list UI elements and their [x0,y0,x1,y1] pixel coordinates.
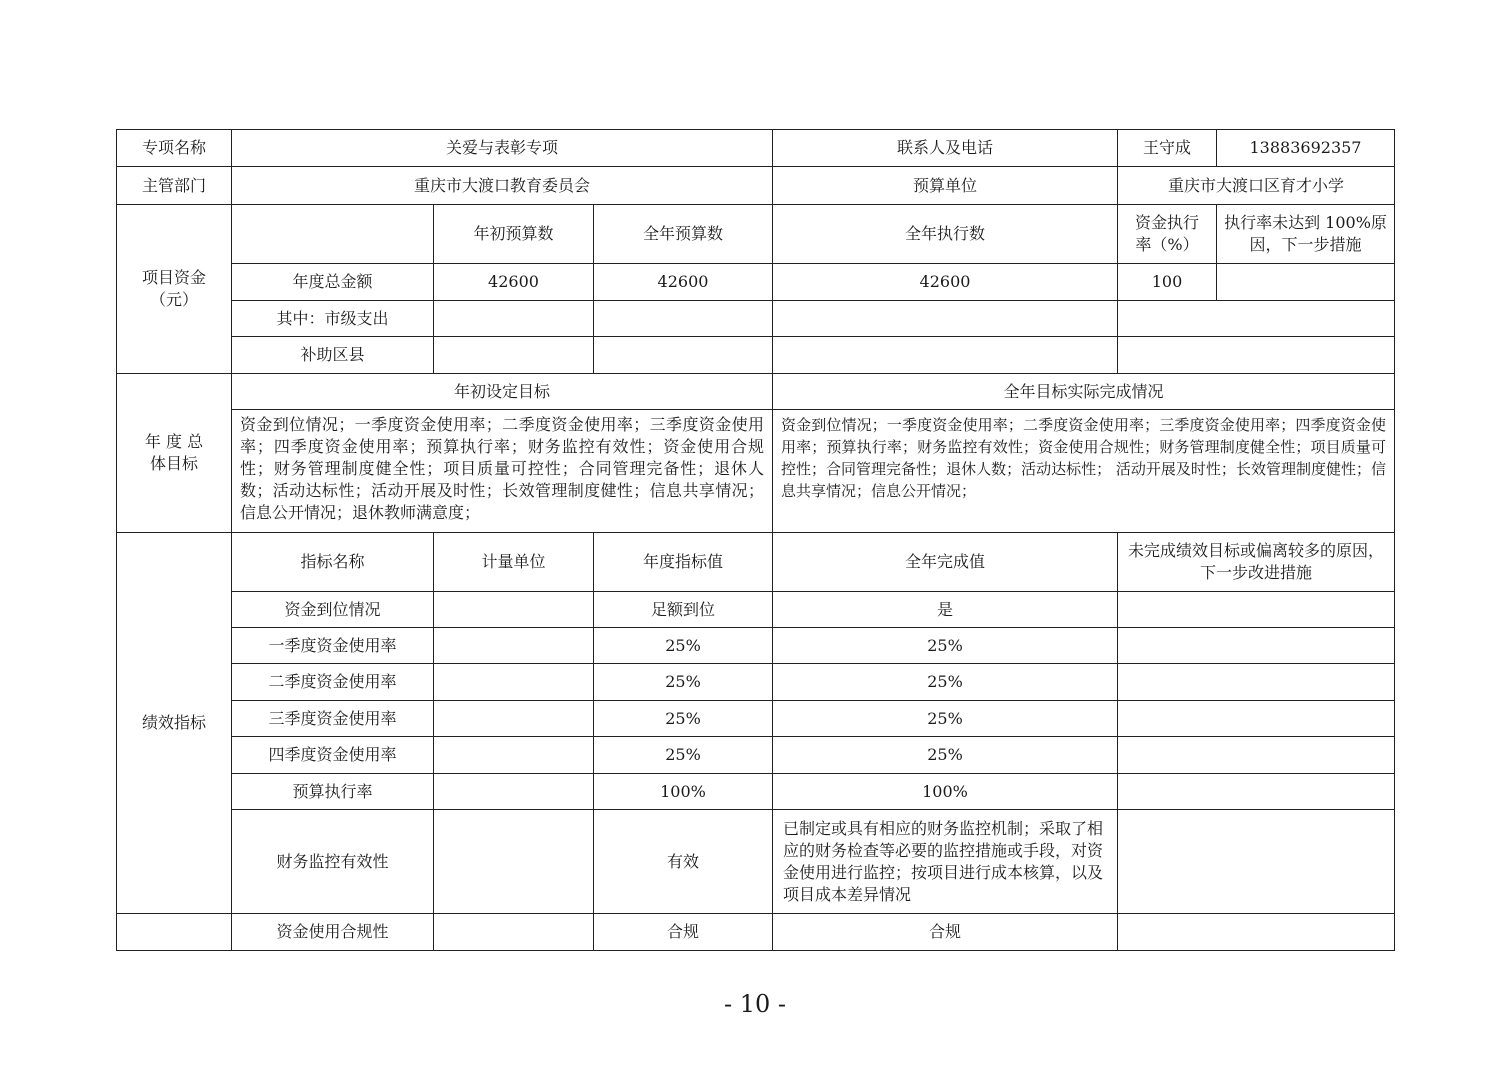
contact-phone: 13883692357 [1217,130,1395,167]
blank-cell [1118,628,1395,664]
indicator-name: 预算执行率 [232,774,434,810]
goals-set-text: 资金到位情况；一季度资金使用率；二季度资金使用率；三季度资金使用率；四季度资金使用率；预算执行率；财务监控有效性；资金使用合规性；财务管理制度健全性；项目质量可控性；合同管理完备性；退休人数；活动达标性；活动开展及时性；长效管理制度健性；信息共享情况；信息公开情况；退休教师满意度； [232,410,773,533]
funds-header: 全年执行数 [773,205,1118,264]
blank-cell [1118,664,1395,701]
funds-row-name: 其中：市级支出 [232,301,434,337]
funds-header: 资金执行率（%） [1118,205,1217,264]
indicator-target: 25% [594,628,773,664]
blank-cell [1217,264,1395,301]
blank-cell [1118,737,1395,774]
blank-cell [434,592,594,628]
indicator-header: 年度指标值 [594,533,773,592]
blank-cell [434,914,594,951]
indicator-target: 合规 [594,914,773,951]
goals-set-label: 年初设定目标 [232,374,773,410]
indicator-name: 财务监控有效性 [232,810,434,914]
indicator-actual: 100% [773,774,1118,810]
blank-cell [434,774,594,810]
funds-row-name: 年度总金额 [232,264,434,301]
blank-cell [434,810,594,914]
indicator-name: 一季度资金使用率 [232,628,434,664]
blank-cell [434,664,594,701]
contact-label: 联系人及电话 [773,130,1118,167]
goals-actual-label: 全年目标实际完成情况 [773,374,1395,410]
dept-name: 重庆市大渡口教育委员会 [232,167,773,205]
indicator-header: 计量单位 [434,533,594,592]
indicator-actual: 25% [773,701,1118,737]
project-name-label: 专项名称 [117,130,232,167]
indicator-name: 资金到位情况 [232,592,434,628]
page-number: - 10 - [723,990,786,1018]
funds-rate: 100 [1118,264,1217,301]
blank-cell [434,301,594,337]
funds-executed: 42600 [773,264,1118,301]
indicator-target: 100% [594,774,773,810]
blank-cell [594,337,773,374]
blank-cell [1118,914,1395,951]
funds-header: 全年预算数 [594,205,773,264]
funds-header: 执行率未达到 100%原因，下一步措施 [1217,205,1395,264]
unit-label: 预算单位 [773,167,1118,205]
indicator-header: 指标名称 [232,533,434,592]
project-name: 关爱与表彰专项 [232,130,773,167]
indicator-actual: 是 [773,592,1118,628]
indicator-actual: 25% [773,664,1118,701]
indicators-label: 绩效指标 [117,533,232,914]
blank-cell [434,628,594,664]
blank-cell [117,914,232,951]
indicator-header: 全年完成值 [773,533,1118,592]
indicator-name: 二季度资金使用率 [232,664,434,701]
funds-label: 项目资金（元） [117,205,232,374]
blank-cell [594,301,773,337]
indicator-actual: 25% [773,628,1118,664]
goals-actual-text: 资金到位情况；一季度资金使用率；二季度资金使用率；三季度资金使用率；四季度资金使用率；预算执行率；财务监控有效性；资金使用合规性；财务管理制度健全性；项目质量可控性；合同管理完备性；退休人数；活动达标性； 活动开展及时性；长效管理制度健性；信息共享情况；信息公开情况； [773,410,1395,533]
blank-cell [1118,592,1395,628]
indicator-name: 资金使用合规性 [232,914,434,951]
indicator-actual: 已制定或具有相应的财务监控机制；采取了相应的财务检查等必要的监控措施或手段，对资金使用进行监控；按项目进行成本核算，以及项目成本差异情况 [773,810,1118,914]
dept-label: 主管部门 [117,167,232,205]
unit-name: 重庆市大渡口区育才小学 [1118,167,1395,205]
blank-cell [773,301,1118,337]
blank-cell [434,737,594,774]
indicator-target: 有效 [594,810,773,914]
indicator-actual: 合规 [773,914,1118,951]
blank-cell [1118,701,1395,737]
goals-label: 年 度 总体目标 [117,374,232,533]
blank-cell [1118,301,1395,337]
blank-cell [1118,337,1395,374]
indicator-target: 25% [594,701,773,737]
blank-cell [1118,810,1395,914]
indicator-actual: 25% [773,737,1118,774]
performance-table [116,129,1395,951]
funds-initial: 42600 [434,264,594,301]
blank-cell [773,337,1118,374]
indicator-target: 25% [594,737,773,774]
indicator-name: 四季度资金使用率 [232,737,434,774]
indicator-header: 未完成绩效目标或偏离较多的原因，下一步改进措施 [1118,533,1395,592]
contact-name: 王守成 [1118,130,1217,167]
blank-cell [232,205,434,264]
indicator-target: 足额到位 [594,592,773,628]
blank-cell [434,701,594,737]
funds-row-name: 补助区县 [232,337,434,374]
blank-cell [1118,774,1395,810]
blank-cell [434,337,594,374]
indicator-target: 25% [594,664,773,701]
funds-header: 年初预算数 [434,205,594,264]
funds-annual: 42600 [594,264,773,301]
indicator-name: 三季度资金使用率 [232,701,434,737]
